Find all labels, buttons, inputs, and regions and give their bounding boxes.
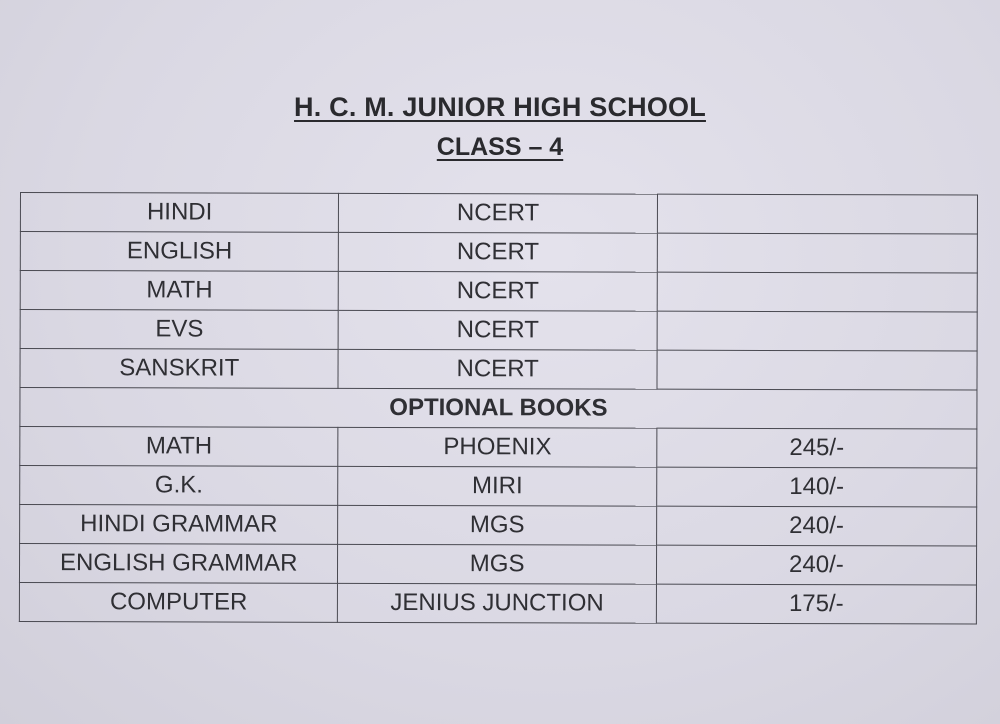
publisher-cell: NCERT xyxy=(339,193,657,233)
subject-cell: SANSKRIT xyxy=(20,349,339,389)
table-row xyxy=(20,232,977,274)
publisher-cell: MGS xyxy=(338,544,656,584)
subject-cell: COMPUTER xyxy=(19,583,338,623)
optional-books-heading: OPTIONAL BOOKS xyxy=(20,388,977,430)
publisher-cell: NCERT xyxy=(339,232,657,272)
subject-cell: MATH xyxy=(20,271,339,311)
publisher-cell: PHOENIX xyxy=(338,427,656,467)
price-cell xyxy=(657,350,977,390)
table-row xyxy=(19,544,976,586)
subject-cell: ENGLISH GRAMMAR xyxy=(19,544,338,584)
subject-cell: G.K. xyxy=(20,466,339,506)
price-cell xyxy=(657,272,977,312)
publisher-cell: NCERT xyxy=(339,271,657,311)
publisher-cell: NCERT xyxy=(338,349,656,389)
table-row xyxy=(20,427,977,469)
class-heading: CLASS – 4 xyxy=(436,133,564,161)
table-row xyxy=(20,349,977,391)
price-cell: 240/- xyxy=(656,506,976,546)
subject-cell: ENGLISH xyxy=(20,232,339,272)
price-cell: 175/- xyxy=(656,584,976,624)
publisher-cell: MIRI xyxy=(338,466,656,506)
publisher-cell: NCERT xyxy=(339,310,657,350)
subject-cell: HINDI xyxy=(20,193,339,233)
table-row xyxy=(19,583,976,625)
subject-cell: EVS xyxy=(20,310,339,350)
section-heading-row xyxy=(20,388,977,430)
publisher-cell: MGS xyxy=(338,505,656,545)
table-row xyxy=(20,193,977,235)
price-cell: 245/- xyxy=(657,428,977,468)
price-cell xyxy=(657,194,977,234)
publisher-cell: JENIUS JUNCTION xyxy=(338,583,656,623)
book-list-table xyxy=(19,192,978,625)
table-row xyxy=(20,271,977,313)
price-cell: 140/- xyxy=(656,467,976,507)
price-cell: 240/- xyxy=(656,545,976,585)
table-row xyxy=(20,505,977,547)
table-row xyxy=(20,466,977,508)
table-row xyxy=(20,310,977,352)
price-cell xyxy=(657,233,977,273)
school-name-heading: H. C. M. JUNIOR HIGH SCHOOL xyxy=(294,92,706,122)
subject-cell: HINDI GRAMMAR xyxy=(20,505,339,545)
price-cell xyxy=(657,311,977,351)
subject-cell: MATH xyxy=(20,427,339,467)
